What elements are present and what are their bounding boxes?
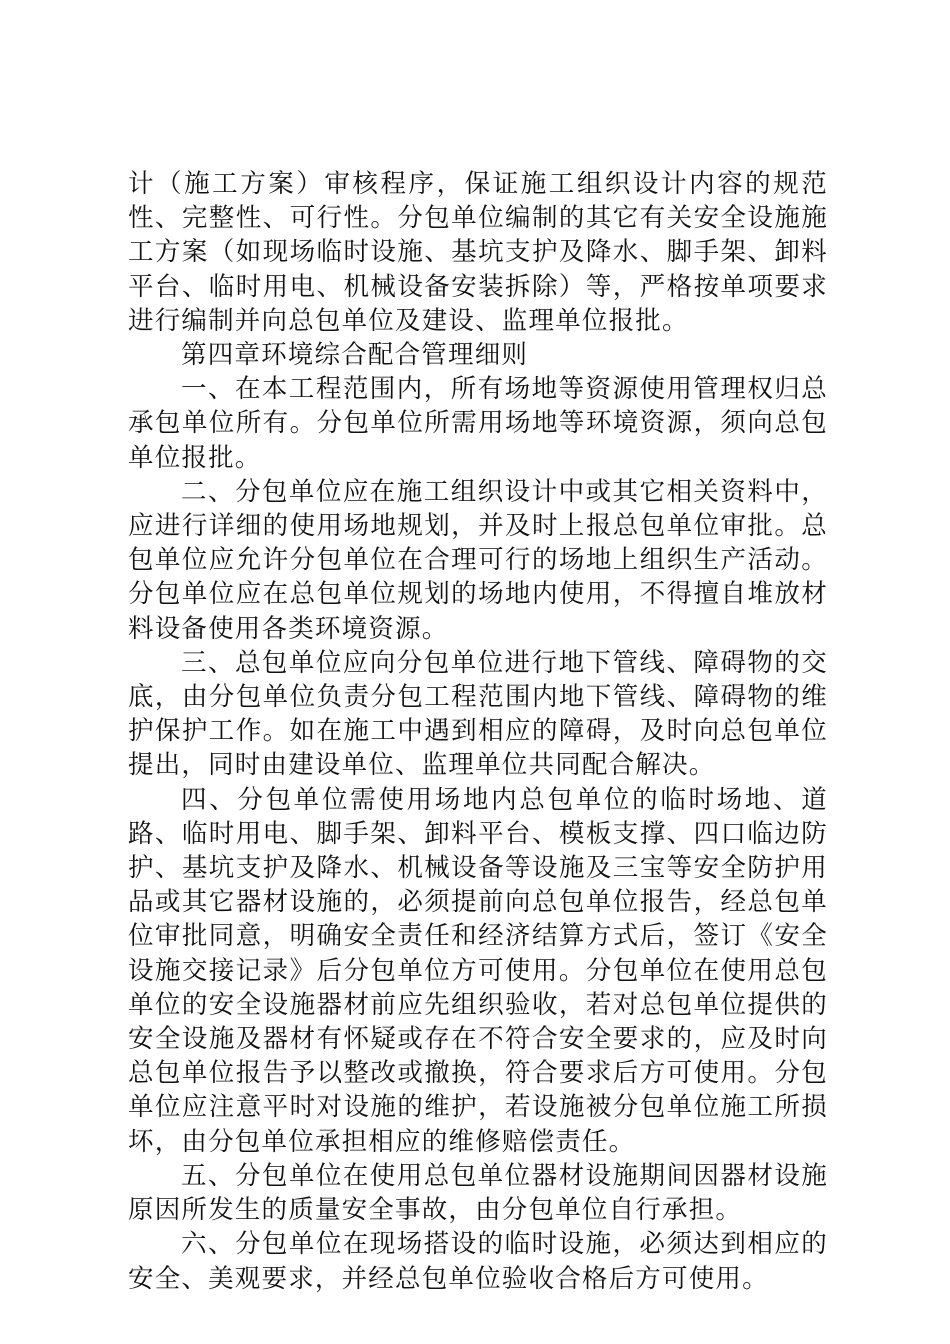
paragraph-item-5: 五、分包单位在使用总包单位器材设施期间因器材设施原因所发生的质量安全事故，由分包单位自行承担。 [128, 1160, 828, 1226]
paragraph-item-1: 一、在本工程范围内，所有场地等资源使用管理权归总承包单位所有。分包单位所需用场地等环境资源，须向总包单位报批。 [128, 374, 828, 473]
paragraph-item-2: 二、分包单位应在施工组织设计中或其它相关资料中，应进行详细的使用场地规划，并及时上报总包单位审批。总包单位应允许分包单位在合理可行的场地上组织生产活动。分包单位应在总包单位规划的场地内使用，不得擅自堆放材料设备使用各类环境资源。 [128, 476, 828, 644]
chapter-heading: 第四章环境综合配合管理细则 [181, 340, 529, 371]
paragraph-construction-plan-review: 计（施工方案）审核程序，保证施工组织设计内容的规范性、完整性、可行性。分包单位编制的其它有关安全设施施工方案（如现场临时设施、基坑支护及降水、脚手架、卸料平台、临时用电、机械设备安装拆除）等，严格按单项要求进行编制并向总包单位及建设、监理单位报批。 [128, 169, 828, 336]
paragraph-item-4: 四、分包单位需使用场地内总包单位的临时场地、道路、临时用电、脚手架、卸料平台、模板支撑、四口临边防护、基坑支护及降水、机械设备等设施及三宝等安全防护用品或其它器材设施的，必须提前向总包单位报告，经总包单位审批同意，明确安全责任和经济结算方式后，签订《安全设施交接记录》后分包单位方可使用。分包单位在使用总包单位的安全设施器材前应先组织验收，若对总包单位提供的安全设施及器材有怀疑或存在不符合安全要求的，应及时向总包单位报告予以整改或撤换，符合要求后方可使用。分包单位应注意平时对设施的维护，若设施被分包单位施工所损坏，由分包单位承担相应的维修赔偿责任。 [128, 784, 828, 1157]
document-body [128, 167, 828, 1296]
paragraph-item-3: 三、总包单位应向分包单位进行地下管线、障碍物的交底，由分包单位负责分包工程范围内地下管线、障碍物的维护保护工作。如在施工中遇到相应的障碍，及时向总包单位提出，同时由建设单位、监理单位共同配合解决。 [128, 647, 828, 781]
paragraph-item-6: 六、分包单位在现场搭设的临时设施，必须达到相应的安全、美观要求，并经总包单位验收合格后方可使用。 [128, 1229, 828, 1294]
